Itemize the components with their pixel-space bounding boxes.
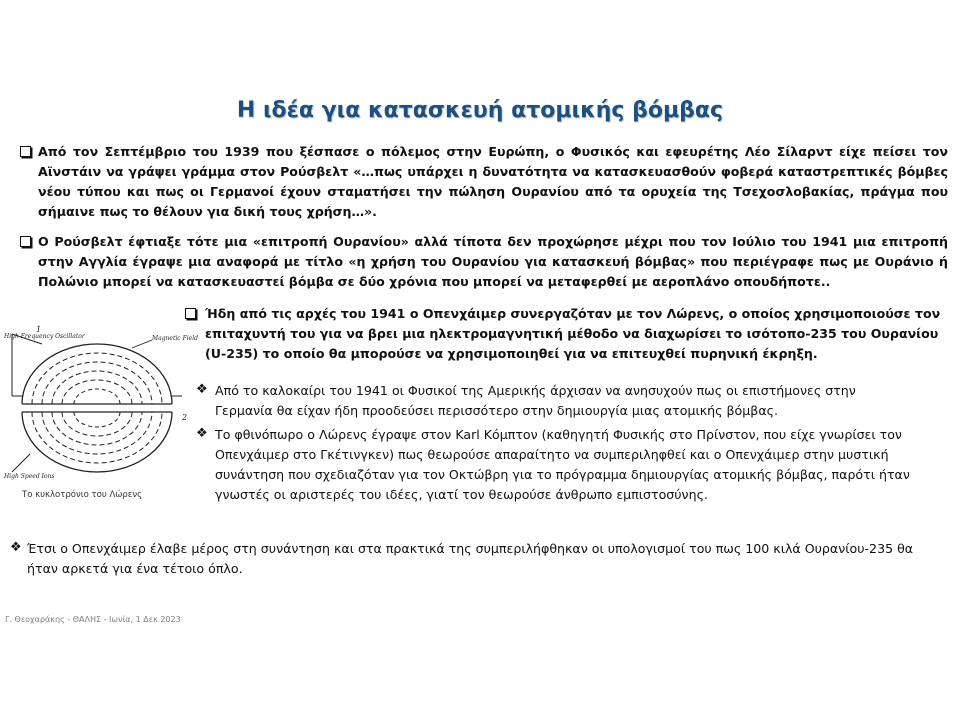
bullet-text: Έτσι ο Οπενχάιμερ έλαβε μέρος στη συνάντηση και στα πρακτικά της συμπεριλήφθηκαν οι υπολογισμοί του πως 100 κιλά Ουρανίου-235 θα ήταν αρκετά για ένα τέτοιο όπλο.	[27, 541, 914, 576]
bullet-uranium-committee	[38, 232, 948, 292]
slide-title: Η ιδέα για κατασκευή ατομικής βόμβας	[236, 98, 724, 123]
cyclotron-diagram	[2, 325, 198, 486]
dee-2-label: 2	[182, 413, 188, 422]
bullet-text: Ο Ρούσβελτ έφτιαξε τότε μια «επιτροπή Ουρανίου» αλλά τίποτα δεν προχώρησε μέχρι που τον Ιούλιο του 1941 μια επιτροπή στην Αγγλία έγραψε μια αναφορά με τίτλο «η χρήση του Ουρανίου για κατασκευή βόμβας» που περιέγραφε πως με Ουράνιο ή Πολώνιο μπορεί να κατασκευαστεί βόμβα σε δύο χρόνια που μπορεί να μεταφερθεί με αεροπλάνο οπουδήποτε..	[38, 234, 948, 289]
square-bullet-icon	[20, 236, 31, 247]
bullet-text: Από το καλοκαίρι του 1941 οι Φυσικοί της Αμερικής άρχισαν να ανησυχούν πως οι επιστήμονες στην Γερμανία θα είχαν ήδη προοδεύσει περισσότερο στην δημιουργία μιας ατομικής βόμβας.	[215, 383, 856, 418]
dee-1-label: 1	[36, 325, 42, 334]
square-bullet-icon	[185, 308, 196, 319]
bullet-text: Το φθινόπωρο ο Λώρενς έγραψε στον Karl Κόμπτον (καθηγητή Φυσικής στο Πρίνστον, που είχε γνωρίσει τον Οπενχάιμερ στο Γκέτινγκεν) πως θεωρούσε απαραίτητο να συμπεριληφθεί και ο Οπενχάιμερ στην μυστική συνάντηση που σχεδιαζόταν για τον Οκτώβρη για το πρόγραμμα δημιουργίας ατομικής βόμβας, παρότι ήταν γνωστές οι αριστερές του ιδέες, γιατί τον θεωρούσε άνθρωπο εμπιστοσύνης.	[215, 427, 910, 502]
high-speed-ions-label: High Speed Ions	[4, 473, 55, 480]
magnetic-field-label: Magnetic Field	[152, 335, 198, 342]
bullet-text: Ήδη από τις αρχές του 1941 ο Οπενχάιμερ συνεργαζόταν με τον Λώρενς, ο οποίος χρησιμοποιούσε τον επιταχυντή του για να βρει μια ηλεκτρομαγνητική μέθοδο να διαχωρίσει το ισότοπο-235 του Ουρανίου (U-235) το οποίο θα μπορούσε να χρησιμοποιηθεί για να επιτευχθεί πυρηνική έκρηξη.	[205, 306, 941, 361]
cyclotron-svg	[2, 325, 198, 486]
slide-footer: Γ. Θεοχαράκης - ΘΑΛΗΣ - Ιωνία, 1 Δεκ 2023	[5, 615, 181, 624]
bullet-meeting-outcome	[27, 539, 947, 579]
figure-caption: Το κυκλοτρόνιο του Λώρενς	[22, 490, 143, 500]
oscillator-label: High Frequency Oscillator	[4, 333, 85, 340]
diamond-bullet-icon: ❖	[10, 540, 22, 555]
bullet-oppenheimer-lawrence	[205, 304, 947, 364]
bullet-autumn-lawrence	[215, 425, 915, 505]
square-bullet-icon	[20, 146, 31, 157]
bullet-szilard-letter	[38, 142, 948, 222]
diamond-bullet-icon: ❖	[196, 426, 208, 441]
bullet-text: Από τον Σεπτέμβριο του 1939 που ξέσπασε ο πόλεμος στην Ευρώπη, ο Φυσικός και εφευρέτης Λέο Σίλαρντ είχε πείσει τον Αϊνστάιν να γράψει γράμμα στον Ρούσβελτ «…πως υπάρχει η δυνατότητα να κατασκευασθούν φοβερά καταστρεπτικές βόμβες νέου τύπου και πως οι Γερμανοί έχουν σταματήσει την πώληση Ουρανίου από τα ορυχεία της Τσεχοσλοβακίας, πράγμα που σήμαινε πως το θέλουν για δική τους χρήση…».	[38, 144, 948, 219]
diamond-bullet-icon: ❖	[196, 382, 208, 397]
bullet-summer-1941	[215, 381, 915, 421]
